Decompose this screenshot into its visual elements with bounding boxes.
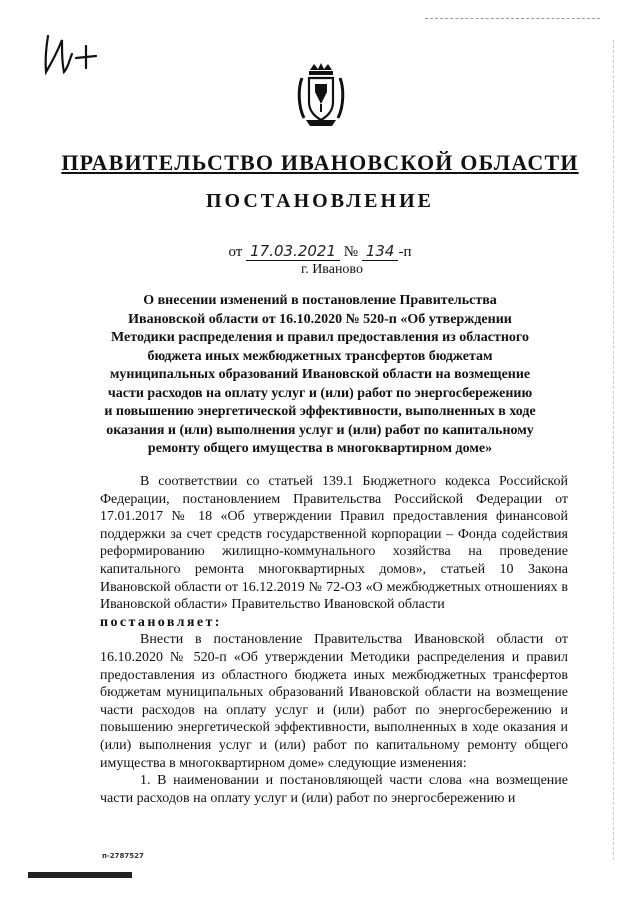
clause-1-paragraph: 1. В наименовании и постановляющей части слова «на возмещение части расходов на оплату услуг и (или) работ по энергосбережению и [100,773,568,806]
scan-bar [28,872,132,878]
coat-of-arms-icon [296,62,346,130]
number-suffix: -п [398,244,412,260]
date-prefix: от [228,244,243,260]
subject-line: и повышению энергетической эффективности, выполненных в ходе [104,404,536,419]
decree-number: 134 [362,242,399,261]
subject-line: О внесении изменений в постановление Правительства [143,293,497,308]
government-title: ПРАВИТЕЛЬСТВО ИВАНОВСКОЙ ОБЛАСТИ [61,150,579,175]
subject-line: части расходов на оплату услуг и (или) работ по энергосбережению [107,385,533,401]
handwritten-mark [42,28,102,78]
subject-line: оказания и (или) выполнения услуг и (или) работ по капитальному [106,422,534,438]
scan-edge-line [425,18,600,20]
decree-word: постановляет: [100,614,222,630]
document-type: ПОСТАНОВЛЕНИЕ [206,190,434,212]
city: г. Иваново [301,262,363,277]
decree-date: 17.03.2021 [246,242,340,261]
subject-line: муниципальных образований Ивановской области на возмещение [109,367,531,382]
number-sign: № [343,244,359,260]
subject-line: ремонту общего имущества в многоквартирном доме» [147,441,493,456]
preamble-paragraph: В соответствии со статьей 139.1 Бюджетного кодекса Российской Федерации, постановлением Правительства Российской Федерации от 17.01.2017 № 18 «Об утверждении Правил предоставления финансовой поддержки за счет средств государственной корпорации – Фонда содействия реформированию жилищно-коммунального хозяйства на проведение капитального ремонта многоквартирных домов», статьей 10 Закона Ивановской области от 16.12.2019 № 72-ОЗ «О межбюджетных отношениях в Ивановской области» Правительство Ивановской области [100,474,568,613]
subject-line: Методики распределения и правил предоставления из областного [111,330,529,345]
subject-line: Ивановской области от 16.10.2020 № 520-п «Об утверждении [128,311,512,327]
amendment-paragraph: Внести в постановление Правительства Ивановской области от 16.10.2020 № 520-п «Об утверждении Методики распределения и правил предоставления из областного бюджета иных межбюджетных трансфертов бюджетам муниципальных образований Ивановской области на возмещение части расходов на оплату услуг и (или) работ по энергосбережению и повышению энергетической эффективности, выполненных в ходе оказания и (или) выполнения услуг и (или) работ по капитальному ремонту общего имущества в многоквартирном доме» следующие изменения: [100,632,568,771]
decree-subject [100,292,540,459]
decree-body [100,473,568,807]
document-id: п-2787527 [102,852,144,860]
date-number-line [0,242,640,261]
subject-line: бюджета иных межбюджетных трансфертов бюджетам [147,348,493,364]
